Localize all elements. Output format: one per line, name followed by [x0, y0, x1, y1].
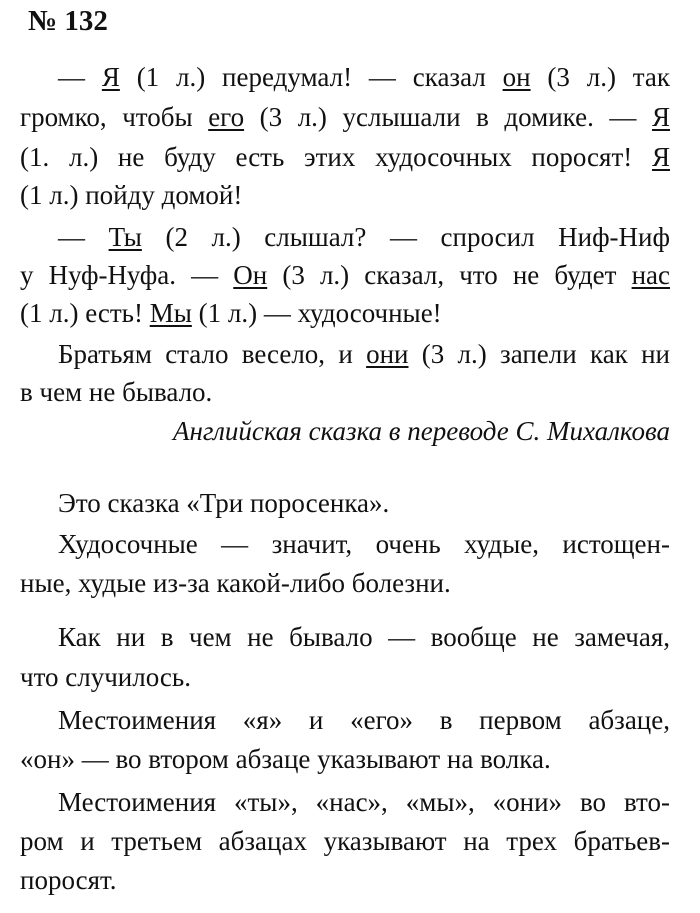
text: —	[58, 222, 109, 252]
story-p3-line2: в чем не бывало.	[20, 377, 213, 407]
answer-3-line2: что случилось.	[20, 662, 191, 692]
story-p1-line1	[58, 60, 670, 94]
answer-5-line2: ром и третьем абзацах указывают на трех братьев-	[20, 826, 670, 856]
text: (3 л.) запели как ни	[408, 339, 670, 369]
story-p3-line1	[58, 337, 670, 371]
text: (3 л.) сказал, что не будет	[267, 260, 632, 290]
answer-4-line2: «он» — во втором абзаце указывают на волка.	[20, 744, 551, 774]
text: —	[58, 62, 102, 92]
story-p1-line4: (1 л.) пойду домой!	[20, 180, 243, 210]
story-p2-line3	[20, 296, 670, 330]
story-p1-line3	[20, 140, 670, 174]
underlined-pronoun: он	[502, 62, 531, 92]
text: (1 л.) — худосочные!	[191, 298, 442, 328]
text: громко, чтобы	[20, 102, 209, 132]
underlined-pronoun: Он	[233, 260, 268, 290]
text: (1. л.) не буду есть этих худосочных поросят!	[20, 142, 652, 172]
text: (1 л.) передумал! — сказал	[119, 62, 503, 92]
text: (1 л.) есть!	[20, 298, 150, 328]
answer-2-line1: Худосочные — значит, очень худые, истощен-	[58, 529, 670, 559]
answer-3-line1: Как ни в чем не бывало — вообще не замечая,	[58, 622, 670, 652]
story-p1-line2	[20, 100, 670, 134]
answer-5-line1: Местоимения «ты», «нас», «мы», «они» во вто-	[58, 787, 670, 817]
answer-4-line1: Местоимения «я» и «его» в первом абзаце,	[58, 705, 670, 735]
text: Братьям стало весело, и	[58, 339, 367, 369]
underlined-pronoun: его	[208, 102, 245, 132]
answer-1: Это сказка «Три поросенка».	[58, 488, 390, 518]
attribution: Английская сказка в переводе С. Михалкова	[173, 416, 670, 446]
underlined-pronoun: Я	[651, 102, 670, 132]
story-p2-line2	[20, 258, 670, 292]
underlined-pronoun: нас	[631, 260, 670, 290]
answer-2-line2: ные, худые из-за какой-либо болезни.	[20, 568, 451, 598]
underlined-pronoun: Я	[101, 62, 120, 92]
underlined-pronoun: Ты	[108, 222, 142, 252]
text: (2 л.) слышал? — спросил Ниф-Ниф	[141, 222, 670, 252]
underlined-pronoun: Мы	[149, 298, 192, 328]
answer-5-line3: поросят.	[20, 865, 117, 895]
underlined-pronoun: они	[366, 339, 409, 369]
underlined-pronoun: Я	[651, 142, 670, 172]
exercise-number: № 132	[28, 5, 108, 37]
text: (3 л.) услышали в домике. —	[244, 102, 652, 132]
story-p2-line1	[58, 220, 670, 254]
text: у Нуф-Нуфа. —	[20, 260, 234, 290]
text: (3 л.) так	[530, 62, 671, 92]
